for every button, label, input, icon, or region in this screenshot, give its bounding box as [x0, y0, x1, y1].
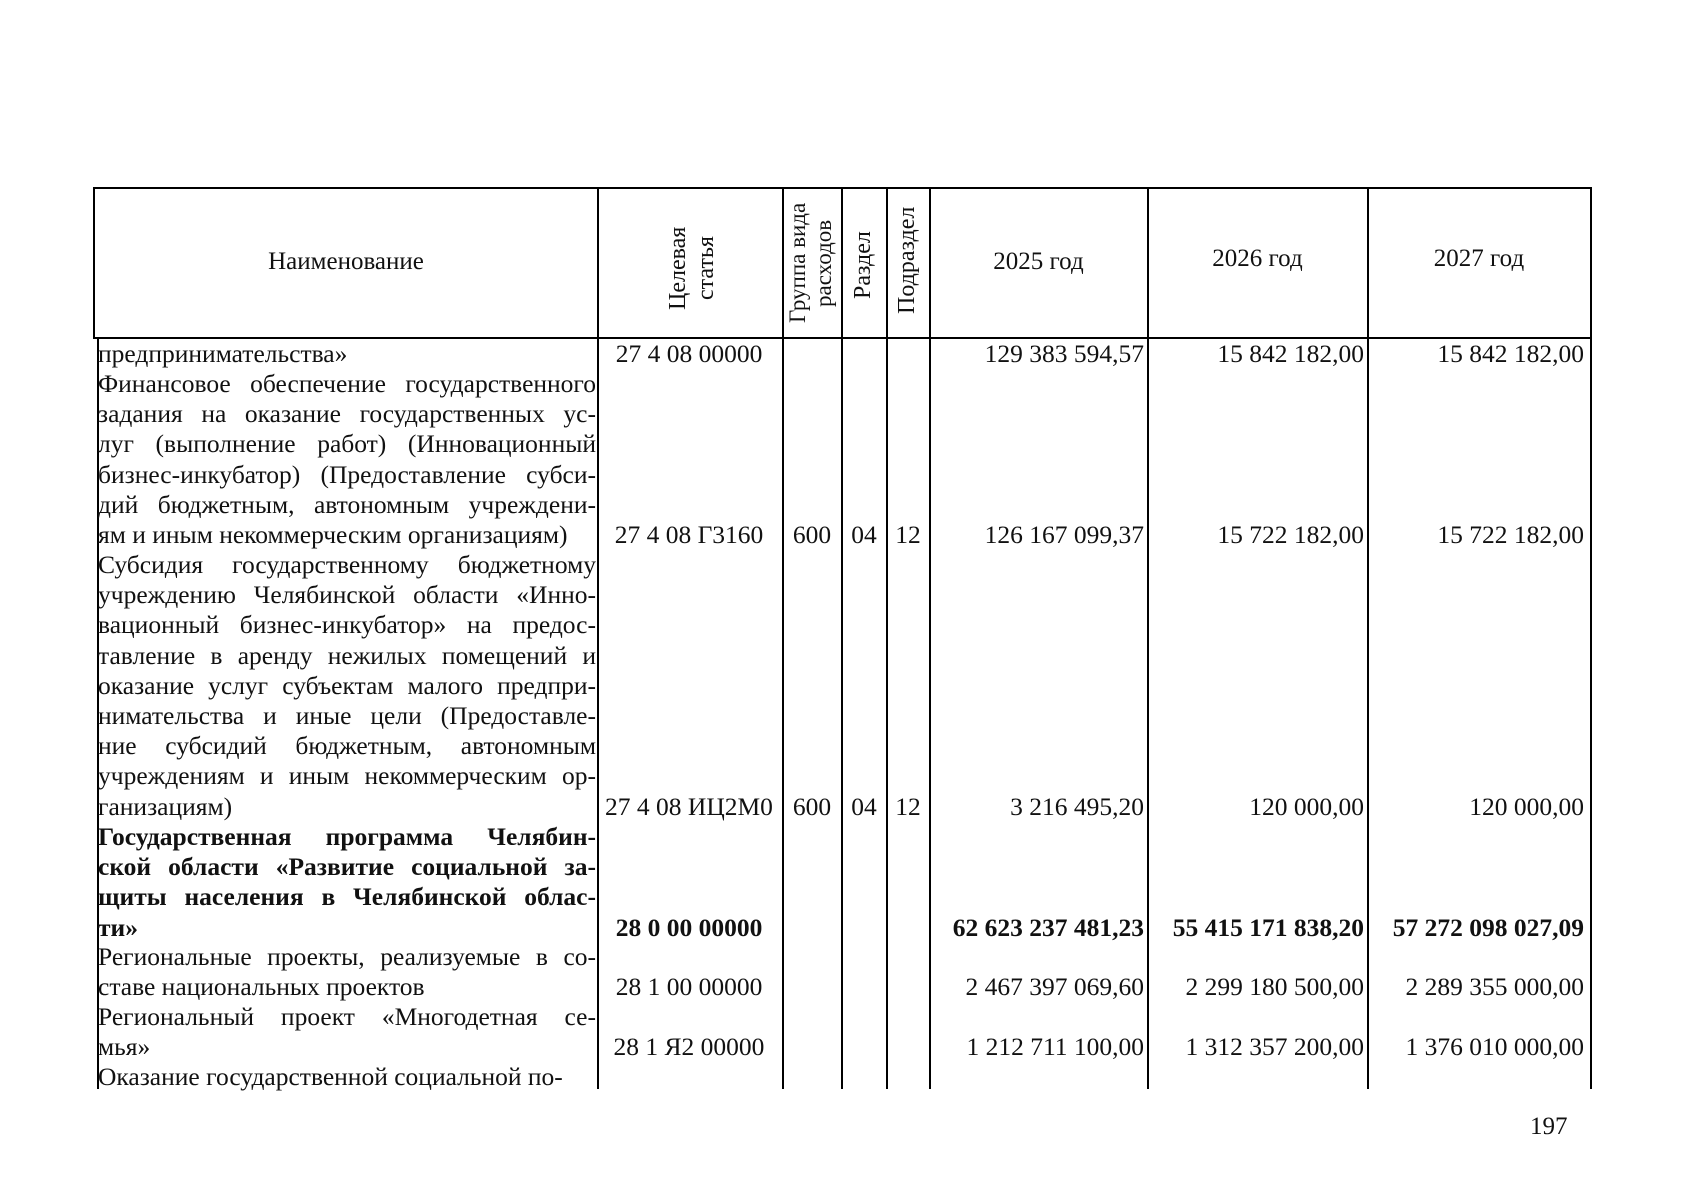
table-right-border: [1590, 187, 1592, 1089]
row-name-line: ти»: [98, 912, 138, 942]
row-expense-group: 600: [792, 520, 832, 549]
header-expense-group: Группа вида расходов: [785, 202, 836, 324]
row-value-2027: 120 000,00: [1469, 791, 1584, 821]
row-target-article: 27 4 08 00000: [615, 339, 763, 368]
row-value-2025: 62 623 237 481,23: [952, 912, 1144, 942]
row-name-line: ям и иным некоммерческим организациям): [98, 520, 568, 549]
row-name-line: вационный бизнес-инкубатор» на предос-: [98, 610, 596, 640]
row-subsection: 12: [895, 520, 921, 549]
row-value-2026: 55 415 171 838,20: [1172, 912, 1364, 942]
row-name-line: учреждению Челябинской области «Инно-: [98, 580, 596, 610]
row-section: 04: [851, 791, 877, 821]
row-name-line: оказание услуг субъектам малого предпри-: [98, 670, 596, 700]
col-divider-code: [597, 187, 599, 1089]
row-name-line: Региональные проекты, реализуемые в со-: [98, 942, 596, 971]
row-name-line: задания на оказание государственных ус-: [98, 399, 596, 429]
col-divider-section: [841, 187, 843, 1089]
row-name-line: ние субсидий бюджетным, автономным: [98, 731, 596, 761]
row-name-line: луг (выполнение работ) (Инновационный: [98, 429, 596, 459]
header-target-article: Целевая статья: [665, 226, 719, 310]
row-target-article: 28 1 Я2 00000: [613, 1032, 765, 1062]
row-value-2025: 3 216 495,20: [1010, 791, 1144, 821]
row-target-article: 27 4 08 ИЦ2М0: [605, 791, 773, 821]
row-value-2027: 1 376 010 000,00: [1405, 1032, 1584, 1062]
row-section: 04: [851, 520, 877, 549]
row-name-line: щиты населения в Челябинской облас-: [98, 882, 596, 912]
row-value-2026: 120 000,00: [1249, 791, 1364, 821]
row-name-line: Оказание государственной социальной по-: [98, 1062, 563, 1091]
page-number: 197: [1530, 1113, 1568, 1140]
row-target-article: 28 0 00 00000: [615, 912, 763, 942]
row-value-2027: 15 722 182,00: [1437, 520, 1584, 549]
header-year-2025: 2025 год: [993, 248, 1084, 275]
row-subsection: 12: [895, 791, 921, 821]
row-name-line: учреждениям и иным некоммерческим ор-: [98, 761, 596, 791]
col-divider-group: [782, 187, 784, 1089]
header-section: Раздел: [850, 231, 876, 299]
col-divider-subsection: [886, 187, 888, 1089]
row-name-line: ставе национальных проектов: [98, 972, 425, 1002]
col-divider-2027: [1367, 187, 1369, 1089]
header-subsection: Подраздел: [894, 206, 920, 314]
row-name-line: дий бюджетным, автономным учреждени-: [98, 489, 596, 519]
row-name-line: предпринимательства»: [98, 339, 348, 368]
row-value-2025: 126 167 099,37: [984, 520, 1144, 549]
row-value-2025: 2 467 397 069,60: [965, 972, 1144, 1002]
row-name-line: мья»: [98, 1032, 151, 1062]
col-divider-2025: [929, 187, 931, 1089]
row-target-article: 27 4 08 Г3160: [614, 520, 764, 549]
row-value-2026: 1 312 357 200,00: [1185, 1032, 1364, 1062]
row-value-2027: 2 289 355 000,00: [1405, 972, 1584, 1002]
row-name-line: ганизациям): [98, 791, 233, 821]
row-name-line: Финансовое обеспечение государственного: [98, 369, 596, 398]
row-name-line: Региональный проект «Многодетная се-: [98, 1002, 596, 1031]
col-divider-2026: [1147, 187, 1149, 1089]
header-name: Наименование: [268, 248, 424, 275]
row-name-line: Государственная программа Челябин-: [98, 822, 596, 851]
row-value-2025: 129 383 594,57: [984, 339, 1144, 368]
row-name-line: бизнес-инкубатор) (Предоставление субси-: [98, 459, 596, 489]
row-value-2027: 15 842 182,00: [1437, 339, 1584, 368]
row-name-line: ской области «Развитие социальной за-: [98, 852, 596, 882]
row-value-2026: 2 299 180 500,00: [1185, 972, 1364, 1002]
header-year-2026: 2026 год: [1212, 245, 1303, 272]
row-expense-group: 600: [792, 791, 832, 821]
header-year-2027: 2027 год: [1433, 245, 1525, 272]
row-name-line: нимательства и иные цели (Предоставле-: [98, 701, 596, 730]
row-value-2027: 57 272 098 027,09: [1392, 912, 1584, 942]
row-value-2026: 15 722 182,00: [1217, 520, 1364, 549]
row-target-article: 28 1 00 00000: [615, 972, 763, 1002]
row-name-line: Субсидия государственному бюджетному: [98, 550, 596, 579]
row-value-2026: 15 842 182,00: [1217, 339, 1364, 368]
row-name-line: тавление в аренду нежилых помещений и: [98, 640, 596, 670]
row-value-2025: 1 212 711 100,00: [966, 1032, 1144, 1062]
